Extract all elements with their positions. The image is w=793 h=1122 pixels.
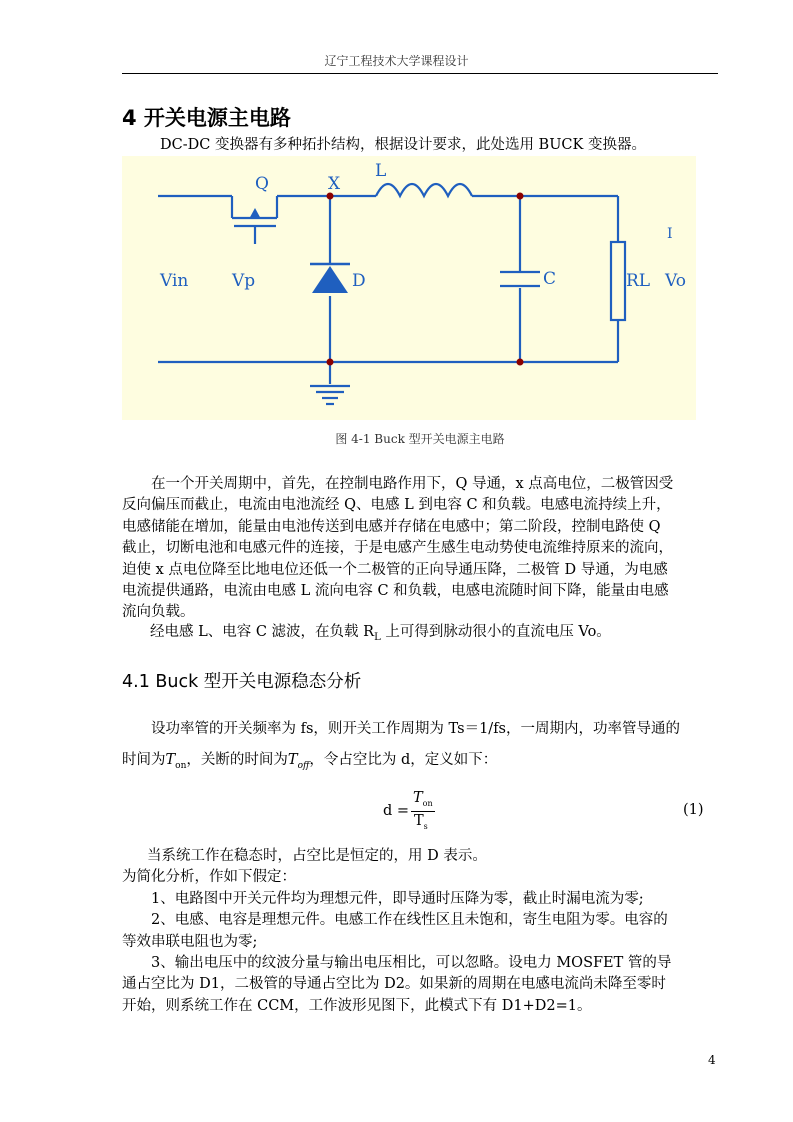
text-line: 2、电感、电容是理想元件。电感工作在线性区且未饱和，寄生电阻为零。电容的: [151, 912, 668, 929]
formula-lhs: d =: [383, 803, 410, 819]
subscript-on: on: [175, 760, 187, 771]
subscript-l: L: [374, 631, 381, 643]
formula-numerator: [413, 790, 433, 808]
label-rl: RL: [626, 271, 651, 291]
formula-num-symbol: T: [413, 790, 423, 806]
page-number: 4: [708, 1053, 716, 1067]
subsection-title: 4.1 Buck 型开关电源稳态分析: [122, 672, 362, 692]
text-line: 在一个开关周期中，首先，在控制电路作用下，Q 导通，x 点高电位，二极管因受: [151, 476, 674, 492]
intro-paragraph: DC-DC 变换器有多种拓扑结构，根据设计要求，此处选用 BUCK 变换器。: [160, 137, 646, 153]
formula-den-sub: s: [423, 821, 428, 831]
formula-den-symbol: T: [414, 813, 424, 829]
label-d: D: [352, 271, 366, 291]
paragraph-3: [122, 714, 718, 782]
text-line: 迫使 x 点电位降至比地电位还低一个二极管的正向导通压降，二极管 D 导通，为电感: [122, 561, 668, 578]
buck-circuit-diagram: [122, 156, 696, 420]
fraction-bar: [411, 811, 435, 812]
paragraph-2: [150, 622, 611, 648]
label-vin: Vin: [160, 271, 189, 291]
text-line: 流向负载。: [122, 604, 195, 621]
text-line: 1、电路图中开关元件均为理想元件，即导通时压降为零，截止时漏电流为零;: [151, 890, 644, 907]
paragraph-2-text-end: 上可得到脉动很小的直流电压 Vo。: [380, 624, 611, 640]
mosfet-arrow: [249, 208, 261, 219]
text-line: 截止，切断电池和电感元件的连接，于是电感产生感生电动势使电流维持原来的流向，: [122, 540, 673, 557]
label-c: C: [543, 269, 557, 289]
running-header: 辽宁工程技术大学课程设计: [324, 54, 469, 68]
text-line: 开始，则系统工作在 CCM，工作波形见图下，此模式下有 D1+D2=1。: [122, 997, 592, 1014]
text-line: [122, 745, 718, 782]
paragraph-1: [122, 474, 718, 624]
text-line: 反向偏压而截止，电流由电池流经 Q、电感 L 到电容 C 和负载。电感电流持续上升，: [122, 497, 671, 514]
paragraph-2-text: 经电感 L、电容 C 滤波，在负载 R: [150, 624, 375, 640]
formula-denominator: [414, 813, 428, 831]
label-x: X: [328, 174, 341, 194]
subscript-off: off: [297, 760, 310, 771]
duty-cycle-formula: [383, 788, 453, 836]
text-span: ，关断的时间为: [186, 752, 288, 768]
text-span: 时间为: [122, 752, 166, 768]
circuit-wires: [158, 184, 618, 404]
text-line: 3、输出电压中的纹波分量与输出电压相比，可以忽略。设电力 MOSFET 管的导: [151, 955, 672, 972]
paragraph-4: [122, 846, 722, 1017]
text-line: 电流提供通路，电流由电感 L 流向电容 C 和负载，电感电流随时间下降，能量由电感: [122, 583, 669, 600]
symbol-t-off: T: [287, 752, 298, 768]
diode-symbol: [312, 266, 348, 293]
text-line: 通占空比为 D1，二极管的导通占空比为 D2。如果新的周期在电感电流尚未降至零时: [122, 976, 666, 993]
text-line: 设功率管的开关频率为 fs，则开关工作周期为 Ts＝1/fs，一周期内，功率管导通的: [151, 721, 680, 737]
circuit-svg: [122, 156, 696, 420]
header-rule: [122, 73, 718, 74]
label-l: L: [375, 161, 387, 181]
label-i: I: [667, 226, 673, 242]
equation-number: (1): [683, 802, 704, 818]
label-vo: Vo: [665, 271, 686, 291]
formula-num-sub: on: [422, 798, 433, 808]
figure-caption: 图 4-1 Buck 型开关电源主电路: [335, 432, 505, 446]
text-line: 为简化分析，作如下假定：: [122, 869, 296, 886]
text-line: 当系统工作在稳态时，占空比是恒定的，用 D 表示。: [147, 848, 487, 864]
text-span: ，令占空比为 d，定义如下：: [309, 752, 498, 768]
label-q: Q: [255, 174, 269, 194]
load-resistor: [611, 242, 625, 320]
label-vp: Vp: [232, 271, 256, 291]
symbol-t-on: T: [165, 752, 176, 768]
text-line: 电感储能在增加，能量由电池传送到电感并存储在电感中；第二阶段，控制电路使 Q: [122, 518, 661, 535]
text-line: 等效串联电阻也为零;: [122, 933, 258, 950]
section-title: 4 开关电源主电路: [122, 106, 291, 130]
